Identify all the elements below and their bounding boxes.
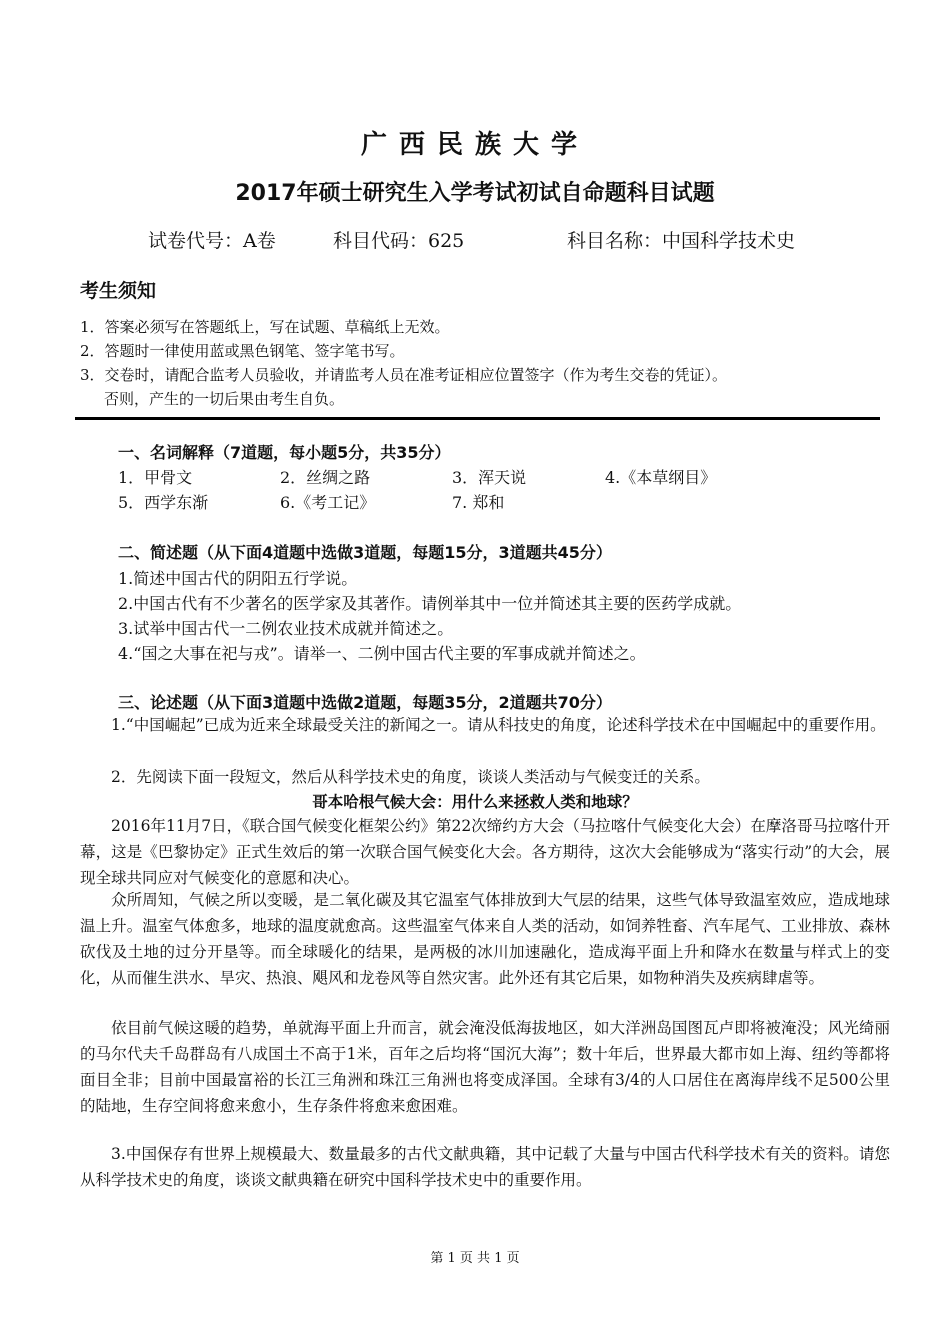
page-footer: 第 1 页 共 1 页	[430, 1251, 520, 1266]
question-item: 3.中国保存有世界上规模最大、数量最多的古代文献典籍，其中记载了大量与中国古代科学技术有关的资料。请您从科学技术史的角度，谈谈文献典籍在研究中国科学技术史中的重要作用。	[80, 1145, 890, 1189]
article-paragraph: 依目前气候这暖的趋势，单就海平面上升而言，就会淹没低海拔地区，如大洋洲岛国图瓦卢即将被淹没；风光绮丽的马尔代夫千岛群岛有八成国土不高于1米，百年之后均将“国沉大海”；数十年后，世界最大都市如上海、纽约等都将面目全非；目前中国最富裕的长江三角洲和珠江三角洲也将变成泽国。全球有3/4的人口居住在离海岸线不足500公里的陆地，生存空间将愈来愈小，生存条件将愈来愈困难。	[80, 1019, 890, 1115]
section3-heading: 三、论述题（从下面3道题中选做2道题，每题35分，2道题共70分）	[118, 693, 612, 712]
question-item: 1.简述中国古代的阴阳五行学说。	[118, 569, 358, 588]
university-name: 广西民族大学	[360, 130, 589, 160]
section2-heading: 二、简述题（从下面4道题中选做3道题，每题15分，3道题共45分）	[118, 543, 612, 562]
exam-title: 2017年硕士研究生入学考试初试自命题科目试题	[235, 181, 715, 206]
divider-rule	[75, 417, 880, 420]
section1-heading: 一、名词解释（7道题，每小题5分，共35分）	[118, 443, 451, 462]
term-item: 1．甲骨文	[118, 468, 193, 487]
question-item: 1.“中国崛起”已成为近来全球最受关注的新闻之一。请从科技史的角度，论述科学技术在中国崛起中的重要作用。	[111, 716, 886, 734]
subject-name: 科目名称：中国科学技术史	[567, 230, 796, 252]
term-item: 5．西学东渐	[118, 493, 209, 512]
question-item: 3.试举中国古代一二例农业技术成就并简述之。	[118, 619, 454, 638]
notice-item: 3．交卷时，请配合监考人员验收，并请监考人员在准考证相应位置签字（作为考生交卷的凭证）。	[80, 366, 728, 384]
question-item: 4.“国之大事在祀与戎”。请举一、二例中国古代主要的军事成就并简述之。	[118, 644, 646, 663]
paper-code: 试卷代号：A卷	[148, 230, 276, 252]
term-item: 2．丝绸之路	[280, 468, 371, 487]
notice-item: 1．答案必须写在答题纸上，写在试题、草稿纸上无效。	[80, 318, 450, 336]
article-paragraph: 2016年11月7日，《联合国气候变化框架公约》第22次缔约方大会（马拉喀什气候变化大会）在摩洛哥马拉喀什开幕，这是《巴黎协定》正式生效后的第一次联合国气候变化大会。各方期待，这次大会能够成为“落实行动”的大会，展现全球共同应对气候变化的意愿和决心。	[80, 817, 890, 887]
term-item: 3．浑天说	[452, 468, 527, 487]
question-item: 2．先阅读下面一段短文，然后从科学技术史的角度，谈谈人类活动与气候变迁的关系。	[111, 768, 710, 786]
term-item: 6.《考工记》	[280, 493, 376, 512]
notice-item: 2．答题时一律使用蓝或黑色钢笔、签字笔书写。	[80, 342, 405, 360]
question-item: 2.中国古代有不少著名的医学家及其著作。请例举其中一位并简述其主要的医药学成就。	[118, 594, 742, 613]
article-title: 哥本哈根气候大会：用什么来拯救人类和地球？	[312, 792, 638, 811]
notice-item: 否则，产生的一切后果由考生自负。	[104, 390, 345, 408]
term-item: 4.《本草纲目》	[605, 468, 717, 487]
subject-code: 科目代码：625	[333, 230, 465, 252]
term-item: 7. 郑和	[452, 493, 505, 512]
article-paragraph: 众所周知，气候之所以变暖，是二氧化碳及其它温室气体排放到大气层的结果，这些气体导致温室效应，造成地球温上升。温室气体愈多，地球的温度就愈高。这些温室气体来自人类的活动，如饲养牲畜、汽车尾气、工业排放、森林砍伐及土地的过分开垦等。而全球暖化的结果，是两极的冰川加速融化，造成海平面上升和降水在数量与样式上的变化，从而催生洪水、旱灾、热浪、飓风和龙卷风等自然灾害。此外还有其它后果，如物种消失及疾病肆虐等。	[80, 891, 890, 987]
notice-heading: 考生须知	[80, 280, 157, 302]
